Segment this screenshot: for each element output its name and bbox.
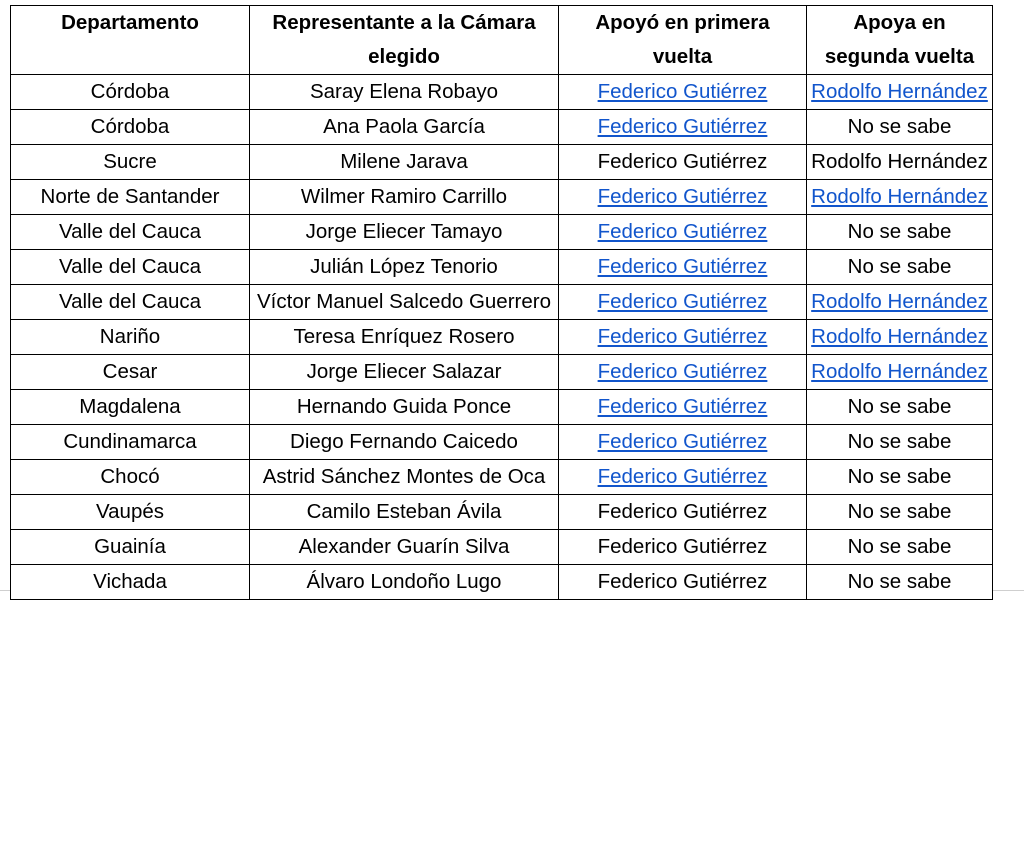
table-row: [11, 285, 993, 320]
representante-cell: Saray Elena Robayo: [250, 75, 559, 110]
primera-vuelta-cell: Federico Gutiérrez: [559, 565, 807, 600]
primera-vuelta-cell: [559, 285, 807, 320]
table-row: [11, 425, 993, 460]
primera-vuelta-cell: [559, 215, 807, 250]
segunda-vuelta-link[interactable]: Rodolfo Hernández: [811, 290, 988, 313]
header-representante: Representante a la Cámara elegido: [250, 6, 559, 75]
primera-vuelta-link[interactable]: Federico Gutiérrez: [597, 395, 768, 418]
header-segunda-vuelta: Apoya en segunda vuelta: [807, 6, 993, 75]
table-row: [11, 145, 993, 180]
segunda-vuelta-link[interactable]: Rodolfo Hernández: [811, 185, 988, 208]
segunda-vuelta-cell: No se sabe: [807, 495, 993, 530]
primera-vuelta-link[interactable]: Federico Gutiérrez: [597, 80, 768, 103]
representante-cell: Wilmer Ramiro Carrillo: [250, 180, 559, 215]
representante-cell: Álvaro Londoño Lugo: [250, 565, 559, 600]
table-row: [11, 530, 993, 565]
representante-cell: Astrid Sánchez Montes de Oca: [250, 460, 559, 495]
primera-vuelta-cell: Federico Gutiérrez: [559, 145, 807, 180]
segunda-vuelta-cell: [807, 355, 993, 390]
table-row: [11, 460, 993, 495]
departamento-cell: Vaupés: [11, 495, 250, 530]
primera-vuelta-cell: Federico Gutiérrez: [559, 495, 807, 530]
segunda-vuelta-cell: No se sabe: [807, 425, 993, 460]
representante-cell: Hernando Guida Ponce: [250, 390, 559, 425]
primera-vuelta-link[interactable]: Federico Gutiérrez: [597, 220, 768, 243]
primera-vuelta-cell: [559, 75, 807, 110]
segunda-vuelta-cell: [807, 75, 993, 110]
representante-cell: Milene Jarava: [250, 145, 559, 180]
representatives-table: [10, 5, 993, 600]
primera-vuelta-link[interactable]: Federico Gutiérrez: [597, 255, 768, 278]
segunda-vuelta-cell: [807, 180, 993, 215]
primera-vuelta-link[interactable]: Federico Gutiérrez: [597, 465, 768, 488]
table-body: [11, 75, 993, 600]
primera-vuelta-cell: [559, 320, 807, 355]
header-primera-vuelta: Apoyó en primera vuelta: [559, 6, 807, 75]
table-row: [11, 250, 993, 285]
representante-cell: Teresa Enríquez Rosero: [250, 320, 559, 355]
table-row: [11, 355, 993, 390]
primera-vuelta-link[interactable]: Federico Gutiérrez: [597, 290, 768, 313]
representante-cell: Víctor Manuel Salcedo Guerrero: [250, 285, 559, 320]
departamento-cell: Valle del Cauca: [11, 285, 250, 320]
departamento-cell: Norte de Santander: [11, 180, 250, 215]
segunda-vuelta-cell: No se sabe: [807, 110, 993, 145]
departamento-cell: Cundinamarca: [11, 425, 250, 460]
primera-vuelta-cell: [559, 355, 807, 390]
primera-vuelta-link[interactable]: Federico Gutiérrez: [597, 430, 768, 453]
table-row: [11, 320, 993, 355]
primera-vuelta-link[interactable]: Federico Gutiérrez: [597, 115, 768, 138]
departamento-cell: Cesar: [11, 355, 250, 390]
departamento-cell: Nariño: [11, 320, 250, 355]
primera-vuelta-cell: Federico Gutiérrez: [559, 530, 807, 565]
segunda-vuelta-cell: No se sabe: [807, 460, 993, 495]
primera-vuelta-cell: [559, 180, 807, 215]
representante-cell: Jorge Eliecer Tamayo: [250, 215, 559, 250]
departamento-cell: Valle del Cauca: [11, 215, 250, 250]
departamento-cell: Magdalena: [11, 390, 250, 425]
primera-vuelta-cell: [559, 110, 807, 145]
representante-cell: Jorge Eliecer Salazar: [250, 355, 559, 390]
departamento-cell: Sucre: [11, 145, 250, 180]
segunda-vuelta-cell: [807, 285, 993, 320]
representante-cell: Ana Paola García: [250, 110, 559, 145]
primera-vuelta-link[interactable]: Federico Gutiérrez: [597, 360, 768, 383]
segunda-vuelta-cell: No se sabe: [807, 250, 993, 285]
header-departamento: Departamento: [11, 6, 250, 75]
segunda-vuelta-cell: [807, 320, 993, 355]
table-row: [11, 390, 993, 425]
departamento-cell: Córdoba: [11, 110, 250, 145]
table-header-row: [11, 6, 993, 75]
representante-cell: Camilo Esteban Ávila: [250, 495, 559, 530]
segunda-vuelta-cell: No se sabe: [807, 565, 993, 600]
segunda-vuelta-cell: No se sabe: [807, 530, 993, 565]
segunda-vuelta-cell: No se sabe: [807, 390, 993, 425]
table-row: [11, 495, 993, 530]
table-row: [11, 215, 993, 250]
primera-vuelta-link[interactable]: Federico Gutiérrez: [597, 185, 768, 208]
departamento-cell: Guainía: [11, 530, 250, 565]
primera-vuelta-cell: [559, 460, 807, 495]
representante-cell: Diego Fernando Caicedo: [250, 425, 559, 460]
primera-vuelta-cell: [559, 425, 807, 460]
table-row: [11, 75, 993, 110]
segunda-vuelta-link[interactable]: Rodolfo Hernández: [811, 80, 988, 103]
primera-vuelta-cell: [559, 250, 807, 285]
departamento-cell: Valle del Cauca: [11, 250, 250, 285]
table-row: [11, 565, 993, 600]
departamento-cell: Vichada: [11, 565, 250, 600]
representante-cell: Alexander Guarín Silva: [250, 530, 559, 565]
primera-vuelta-cell: [559, 390, 807, 425]
table-row: [11, 110, 993, 145]
segunda-vuelta-link[interactable]: Rodolfo Hernández: [811, 360, 988, 383]
departamento-cell: Córdoba: [11, 75, 250, 110]
representante-cell: Julián López Tenorio: [250, 250, 559, 285]
segunda-vuelta-cell: No se sabe: [807, 215, 993, 250]
departamento-cell: Chocó: [11, 460, 250, 495]
segunda-vuelta-link[interactable]: Rodolfo Hernández: [811, 325, 988, 348]
table-row: [11, 180, 993, 215]
segunda-vuelta-cell: Rodolfo Hernández: [807, 145, 993, 180]
primera-vuelta-link[interactable]: Federico Gutiérrez: [597, 325, 768, 348]
